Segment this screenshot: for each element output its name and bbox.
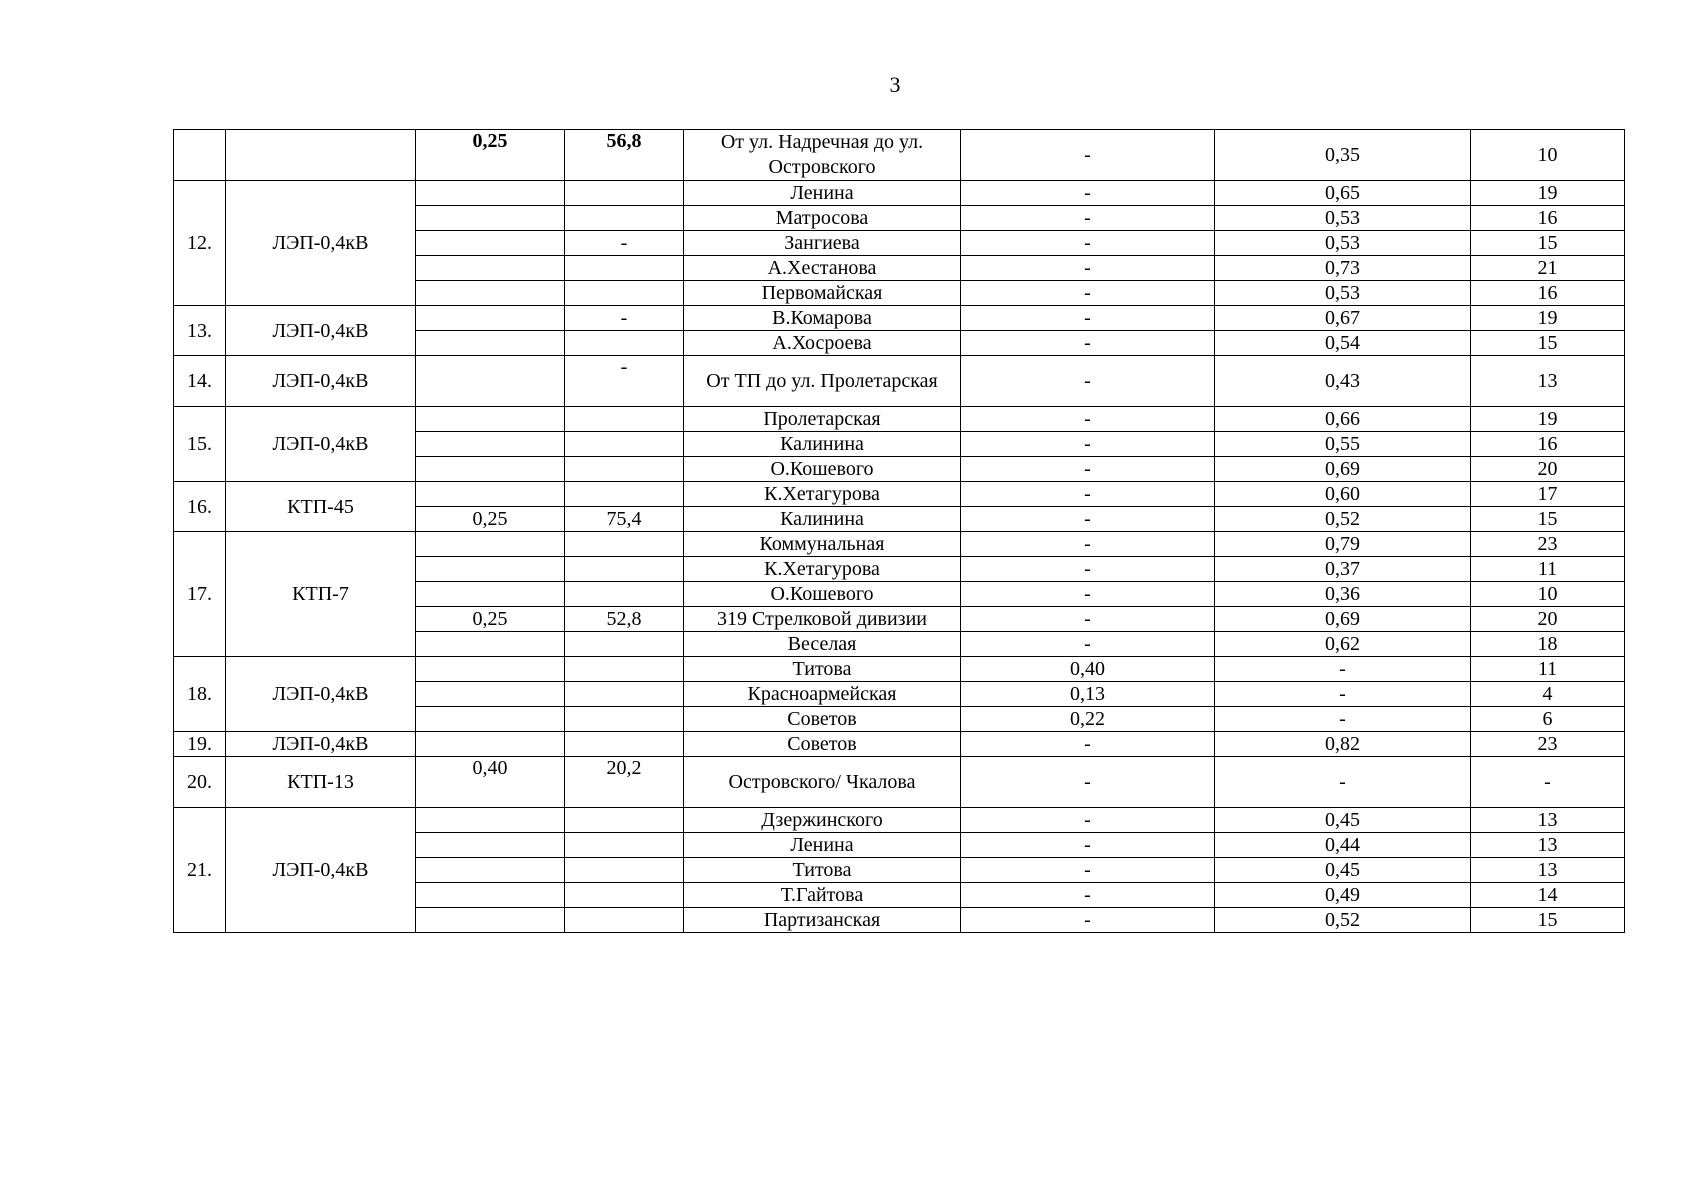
value-cell-6: -: [961, 808, 1215, 833]
value-cell-3: [416, 256, 565, 281]
value-cell-6: -: [961, 331, 1215, 356]
value-cell-4: -: [565, 306, 684, 331]
row-number-cell: 16.: [174, 482, 226, 532]
value-cell-7: 0,53: [1215, 206, 1471, 231]
value-cell-7: -: [1215, 682, 1471, 707]
value-cell-8: 19: [1471, 181, 1625, 206]
network-table: [173, 129, 1625, 933]
value-cell-6: -: [961, 181, 1215, 206]
value-cell-3: [416, 532, 565, 557]
object-cell: ЛЭП-0,4кВ: [226, 407, 416, 482]
value-cell-6: -: [961, 883, 1215, 908]
value-cell-8: 4: [1471, 682, 1625, 707]
value-cell-3: [416, 632, 565, 657]
value-cell-4: [565, 256, 684, 281]
street-cell: О.Кошевого: [684, 457, 961, 482]
value-cell-7: 0,52: [1215, 908, 1471, 933]
value-cell-6: -: [961, 231, 1215, 256]
value-cell-8: 16: [1471, 432, 1625, 457]
value-cell-8: 10: [1471, 582, 1625, 607]
object-cell: [226, 130, 416, 181]
value-cell-7: -: [1215, 657, 1471, 682]
value-cell-8: 10: [1471, 130, 1625, 181]
value-cell-6: -: [961, 432, 1215, 457]
value-cell-7: 0,43: [1215, 356, 1471, 407]
value-cell-7: 0,45: [1215, 858, 1471, 883]
value-cell-7: 0,44: [1215, 833, 1471, 858]
value-cell-8: 21: [1471, 256, 1625, 281]
value-cell-4: [565, 331, 684, 356]
street-cell: К.Хетагурова: [684, 557, 961, 582]
table-row: [174, 732, 1625, 757]
value-cell-8: 13: [1471, 833, 1625, 858]
value-cell-3: [416, 732, 565, 757]
value-cell-8: 13: [1471, 858, 1625, 883]
street-cell: Титова: [684, 858, 961, 883]
value-cell-6: -: [961, 532, 1215, 557]
value-cell-8: 11: [1471, 557, 1625, 582]
value-cell-3: [416, 833, 565, 858]
value-cell-7: 0,62: [1215, 632, 1471, 657]
value-cell-7: 0,49: [1215, 883, 1471, 908]
value-cell-8: 23: [1471, 732, 1625, 757]
value-cell-3: [416, 457, 565, 482]
street-cell: Ленина: [684, 181, 961, 206]
value-cell-7: 0,53: [1215, 231, 1471, 256]
object-cell: КТП-13: [226, 757, 416, 808]
object-cell: КТП-45: [226, 482, 416, 532]
value-cell-7: 0,53: [1215, 281, 1471, 306]
object-cell: ЛЭП-0,4кВ: [226, 356, 416, 407]
value-cell-4: 56,8: [565, 130, 684, 181]
value-cell-3: [416, 657, 565, 682]
value-cell-7: 0,35: [1215, 130, 1471, 181]
value-cell-7: 0,82: [1215, 732, 1471, 757]
value-cell-3: [416, 281, 565, 306]
value-cell-3: [416, 432, 565, 457]
street-cell: Веселая: [684, 632, 961, 657]
table-row: [174, 808, 1625, 833]
value-cell-4: [565, 181, 684, 206]
value-cell-3: [416, 206, 565, 231]
row-number-cell: 13.: [174, 306, 226, 356]
value-cell-4: [565, 407, 684, 432]
value-cell-3: [416, 557, 565, 582]
value-cell-6: -: [961, 632, 1215, 657]
value-cell-8: 17: [1471, 482, 1625, 507]
value-cell-4: [565, 482, 684, 507]
value-cell-7: 0,55: [1215, 432, 1471, 457]
value-cell-8: 6: [1471, 707, 1625, 732]
table-row: [174, 130, 1625, 181]
street-cell: Первомайская: [684, 281, 961, 306]
value-cell-4: [565, 206, 684, 231]
table-row: [174, 757, 1625, 808]
value-cell-4: [565, 657, 684, 682]
value-cell-4: [565, 732, 684, 757]
value-cell-7: 0,69: [1215, 607, 1471, 632]
table-row: [174, 181, 1625, 206]
value-cell-8: 19: [1471, 306, 1625, 331]
value-cell-4: [565, 808, 684, 833]
value-cell-7: -: [1215, 707, 1471, 732]
object-cell: ЛЭП-0,4кВ: [226, 732, 416, 757]
table-row: [174, 407, 1625, 432]
value-cell-8: 15: [1471, 331, 1625, 356]
value-cell-4: [565, 532, 684, 557]
value-cell-4: [565, 582, 684, 607]
street-cell: Островского/ Чкалова: [684, 757, 961, 808]
value-cell-6: -: [961, 281, 1215, 306]
value-cell-4: 20,2: [565, 757, 684, 808]
value-cell-3: [416, 883, 565, 908]
value-cell-3: [416, 682, 565, 707]
value-cell-6: -: [961, 858, 1215, 883]
value-cell-8: 23: [1471, 532, 1625, 557]
value-cell-4: 52,8: [565, 607, 684, 632]
row-number-cell: 15.: [174, 407, 226, 482]
value-cell-7: 0,66: [1215, 407, 1471, 432]
value-cell-7: 0,73: [1215, 256, 1471, 281]
value-cell-4: [565, 858, 684, 883]
street-cell: Дзержинского: [684, 808, 961, 833]
table-row: [174, 306, 1625, 331]
page-number: 3: [889, 72, 901, 97]
value-cell-8: 11: [1471, 657, 1625, 682]
street-cell: Советов: [684, 732, 961, 757]
value-cell-6: -: [961, 306, 1215, 331]
value-cell-6: -: [961, 206, 1215, 231]
value-cell-6: -: [961, 833, 1215, 858]
value-cell-4: [565, 908, 684, 933]
street-cell: А.Хестанова: [684, 256, 961, 281]
value-cell-3: [416, 306, 565, 331]
value-cell-6: -: [961, 582, 1215, 607]
street-cell: К.Хетагурова: [684, 482, 961, 507]
value-cell-3: [416, 407, 565, 432]
value-cell-7: 0,69: [1215, 457, 1471, 482]
value-cell-6: -: [961, 908, 1215, 933]
value-cell-6: -: [961, 757, 1215, 808]
value-cell-8: 15: [1471, 908, 1625, 933]
street-cell: А.Хосроева: [684, 331, 961, 356]
street-cell: Советов: [684, 707, 961, 732]
value-cell-4: [565, 833, 684, 858]
street-cell: 319 Стрелковой дивизии: [684, 607, 961, 632]
value-cell-4: [565, 281, 684, 306]
street-cell: Ленина: [684, 833, 961, 858]
value-cell-8: 20: [1471, 607, 1625, 632]
value-cell-3: [416, 181, 565, 206]
street-cell: Партизанская: [684, 908, 961, 933]
table-row: [174, 657, 1625, 682]
value-cell-3: 0,40: [416, 757, 565, 808]
street-cell: Матросова: [684, 206, 961, 231]
row-number-cell: 20.: [174, 757, 226, 808]
value-cell-3: [416, 231, 565, 256]
value-cell-4: [565, 632, 684, 657]
value-cell-7: 0,54: [1215, 331, 1471, 356]
table-row: [174, 532, 1625, 557]
table-row: [174, 482, 1625, 507]
value-cell-6: -: [961, 457, 1215, 482]
street-cell: Калинина: [684, 432, 961, 457]
value-cell-6: -: [961, 482, 1215, 507]
value-cell-4: [565, 883, 684, 908]
value-cell-7: 0,79: [1215, 532, 1471, 557]
value-cell-8: 13: [1471, 356, 1625, 407]
street-cell: Красноармейская: [684, 682, 961, 707]
object-cell: ЛЭП-0,4кВ: [226, 306, 416, 356]
value-cell-3: [416, 707, 565, 732]
object-cell: ЛЭП-0,4кВ: [226, 808, 416, 933]
value-cell-7: 0,52: [1215, 507, 1471, 532]
row-number-cell: 19.: [174, 732, 226, 757]
value-cell-4: -: [565, 231, 684, 256]
row-number-cell: [174, 130, 226, 181]
table-row: [174, 356, 1625, 407]
value-cell-7: -: [1215, 757, 1471, 808]
value-cell-6: -: [961, 130, 1215, 181]
value-cell-4: [565, 682, 684, 707]
street-cell: Зангиева: [684, 231, 961, 256]
value-cell-7: 0,37: [1215, 557, 1471, 582]
row-number-cell: 21.: [174, 808, 226, 933]
row-number-cell: 18.: [174, 657, 226, 732]
value-cell-3: [416, 908, 565, 933]
value-cell-4: [565, 707, 684, 732]
value-cell-3: [416, 582, 565, 607]
value-cell-4: -: [565, 356, 684, 407]
value-cell-8: 15: [1471, 231, 1625, 256]
object-cell: КТП-7: [226, 532, 416, 657]
value-cell-6: -: [961, 356, 1215, 407]
value-cell-3: [416, 482, 565, 507]
value-cell-3: 0,25: [416, 607, 565, 632]
value-cell-3: [416, 356, 565, 407]
street-cell: В.Комарова: [684, 306, 961, 331]
value-cell-7: 0,67: [1215, 306, 1471, 331]
value-cell-3: 0,25: [416, 507, 565, 532]
value-cell-4: [565, 432, 684, 457]
value-cell-6: -: [961, 256, 1215, 281]
value-cell-8: 20: [1471, 457, 1625, 482]
value-cell-3: 0,25: [416, 130, 565, 181]
value-cell-8: 15: [1471, 507, 1625, 532]
value-cell-7: 0,36: [1215, 582, 1471, 607]
value-cell-6: 0,13: [961, 682, 1215, 707]
street-cell: Титова: [684, 657, 961, 682]
value-cell-8: 18: [1471, 632, 1625, 657]
value-cell-6: -: [961, 557, 1215, 582]
value-cell-4: [565, 557, 684, 582]
street-cell: От ТП до ул. Пролетарская: [684, 356, 961, 407]
street-cell: Коммунальная: [684, 532, 961, 557]
value-cell-6: -: [961, 732, 1215, 757]
value-cell-3: [416, 808, 565, 833]
street-cell: От ул. Надречная до ул. Островского: [684, 130, 961, 181]
value-cell-6: -: [961, 507, 1215, 532]
row-number-cell: 12.: [174, 181, 226, 306]
object-cell: ЛЭП-0,4кВ: [226, 657, 416, 732]
value-cell-7: 0,45: [1215, 808, 1471, 833]
value-cell-7: 0,65: [1215, 181, 1471, 206]
value-cell-6: 0,40: [961, 657, 1215, 682]
value-cell-6: -: [961, 607, 1215, 632]
value-cell-6: 0,22: [961, 707, 1215, 732]
street-cell: Калинина: [684, 507, 961, 532]
object-cell: ЛЭП-0,4кВ: [226, 181, 416, 306]
value-cell-8: 13: [1471, 808, 1625, 833]
row-number-cell: 17.: [174, 532, 226, 657]
value-cell-4: 75,4: [565, 507, 684, 532]
value-cell-8: 19: [1471, 407, 1625, 432]
value-cell-3: [416, 331, 565, 356]
street-cell: Пролетарская: [684, 407, 961, 432]
street-cell: О.Кошевого: [684, 582, 961, 607]
value-cell-8: 16: [1471, 281, 1625, 306]
value-cell-6: -: [961, 407, 1215, 432]
street-cell: Т.Гайтова: [684, 883, 961, 908]
value-cell-8: 14: [1471, 883, 1625, 908]
value-cell-8: 16: [1471, 206, 1625, 231]
row-number-cell: 14.: [174, 356, 226, 407]
value-cell-4: [565, 457, 684, 482]
value-cell-7: 0,60: [1215, 482, 1471, 507]
value-cell-8: -: [1471, 757, 1625, 808]
value-cell-3: [416, 858, 565, 883]
